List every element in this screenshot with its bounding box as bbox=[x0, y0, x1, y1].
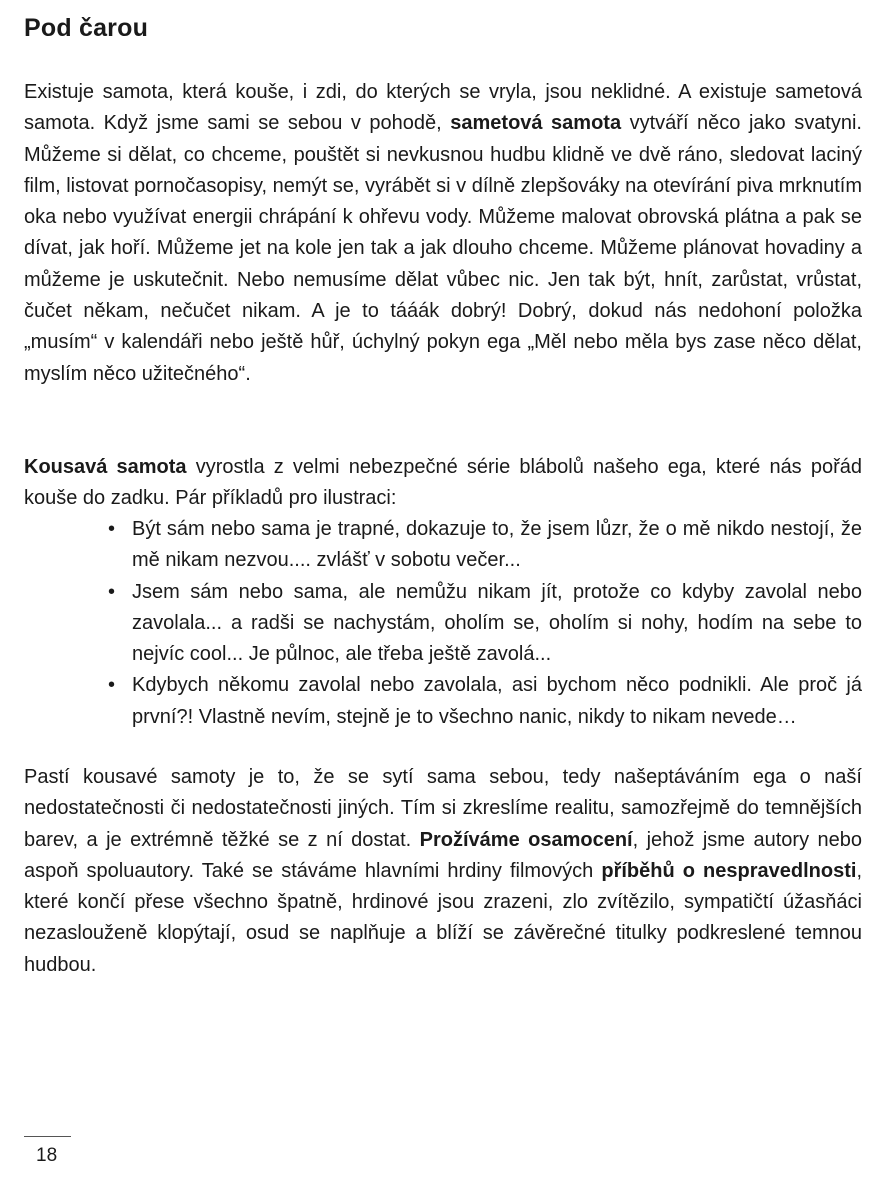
emphasis-text: příběhů o nespravedlnosti bbox=[601, 859, 857, 882]
paragraph-sametova-samota: Existuje samota, která kouše, i zdi, do kterých se vryla, jsou neklidné. A existuje sametová samota. Když jsme sami se sebou v pohodě, sametová samota vytváří něco jako svatyni. Můžeme si dělat, co chceme, pouštět si nevkusnou hudbu klidně ve dvě ráno, sledovat laciný film, listovat pornočasopisy, nemýt se, vyrábět si v dílně zlepšováky na otevírání piva mrknutím oka nebo využívat energii chrápání k ohřevu vody. Můžeme malovat obrovská plátna a pak se dívat, jak hoří. Můžeme jet na kole jen tak a jak dlouho chceme. Můžeme plánovat hovadiny a můžeme je uskutečnit. Nebo nemusíme dělat vůbec nic. Jen tak být, hnít, zarůstat, vrůstat, čučet někam, nečučet nikam. A je to tááák dobrý! Dobrý, dokud nás nedohoní položka „musím“ v kalendáři nebo ještě hůř, úchylný pokyn ega „Měl nebo měla bys zase něco dělat, myslím něco užitečného“. bbox=[24, 81, 862, 385]
list-item bbox=[108, 670, 862, 733]
list-item bbox=[108, 514, 862, 577]
list-item-text: Jsem sám nebo sama, ale nemůžu nikam jít, protože co kdyby zavolal nebo zavolala... a radši se nachystám, oholím se, oholím si nohy, hodím na sebe to nejvíc cool... Je půlnoc, ale třeba ještě zavolá... bbox=[132, 580, 862, 666]
list-item-text: Být sám nebo sama je trapné, dokazuje to, že jsem lůzr, že o mě nikdo nestojí, že mě nikam nezvou.... zvlášť v sobotu večer... bbox=[132, 518, 862, 572]
bullet-marker: • bbox=[108, 518, 116, 540]
section-heading: Pod čarou bbox=[24, 14, 149, 42]
emphasis-text: Kousavá samota bbox=[24, 456, 187, 478]
paragraph-kousava-samota-intro: Kousavá samota vyrostla z velmi nebezpečné série blábolů našeho ega, které nás pořád kouše do zadku. Pár příkladů pro ilustraci: bbox=[24, 456, 862, 510]
footer-divider bbox=[24, 1136, 71, 1137]
paragraph-past-kousave-samoty: Pastí kousavé samoty je to, že se sytí sama sebou, tedy našeptáváním ega o naší nedostatečnosti či nedostatečnosti jiných. Tím si zkreslíme realitu, samozřejmě do temnějších barev, a je extrémně těžké se z ní dostat. Prožíváme osamocení, jehož jsme autory nebo aspoň spoluautory. Také se stáváme hlavními hrdiny filmových příběhů o nespravedlnosti, které končí přese všechno špatně, hrdinové jsou zrazeni, zlo zvítězilo, sympatičtí úžasňáci nezaslouženě klopýtají, osud se naplňuje a blíží se závěrečné titulky podkreslené temnou hudbou. bbox=[24, 766, 862, 976]
example-bullet-list bbox=[108, 514, 862, 733]
emphasis-text: Prožíváme osamocení bbox=[419, 828, 633, 851]
emphasis-text: sametová samota bbox=[450, 112, 622, 135]
bullet-marker: • bbox=[108, 674, 116, 697]
page-number: 18 bbox=[36, 1145, 58, 1166]
bullet-marker: • bbox=[108, 580, 116, 603]
list-item bbox=[108, 577, 862, 671]
list-item-text: Kdybych někomu zavolal nebo zavolala, asi bychom něco podnikli. Ale proč já první?! Vlastně nevím, stejně je to všechno nanic, nikdy to nikam nevede… bbox=[132, 674, 862, 728]
